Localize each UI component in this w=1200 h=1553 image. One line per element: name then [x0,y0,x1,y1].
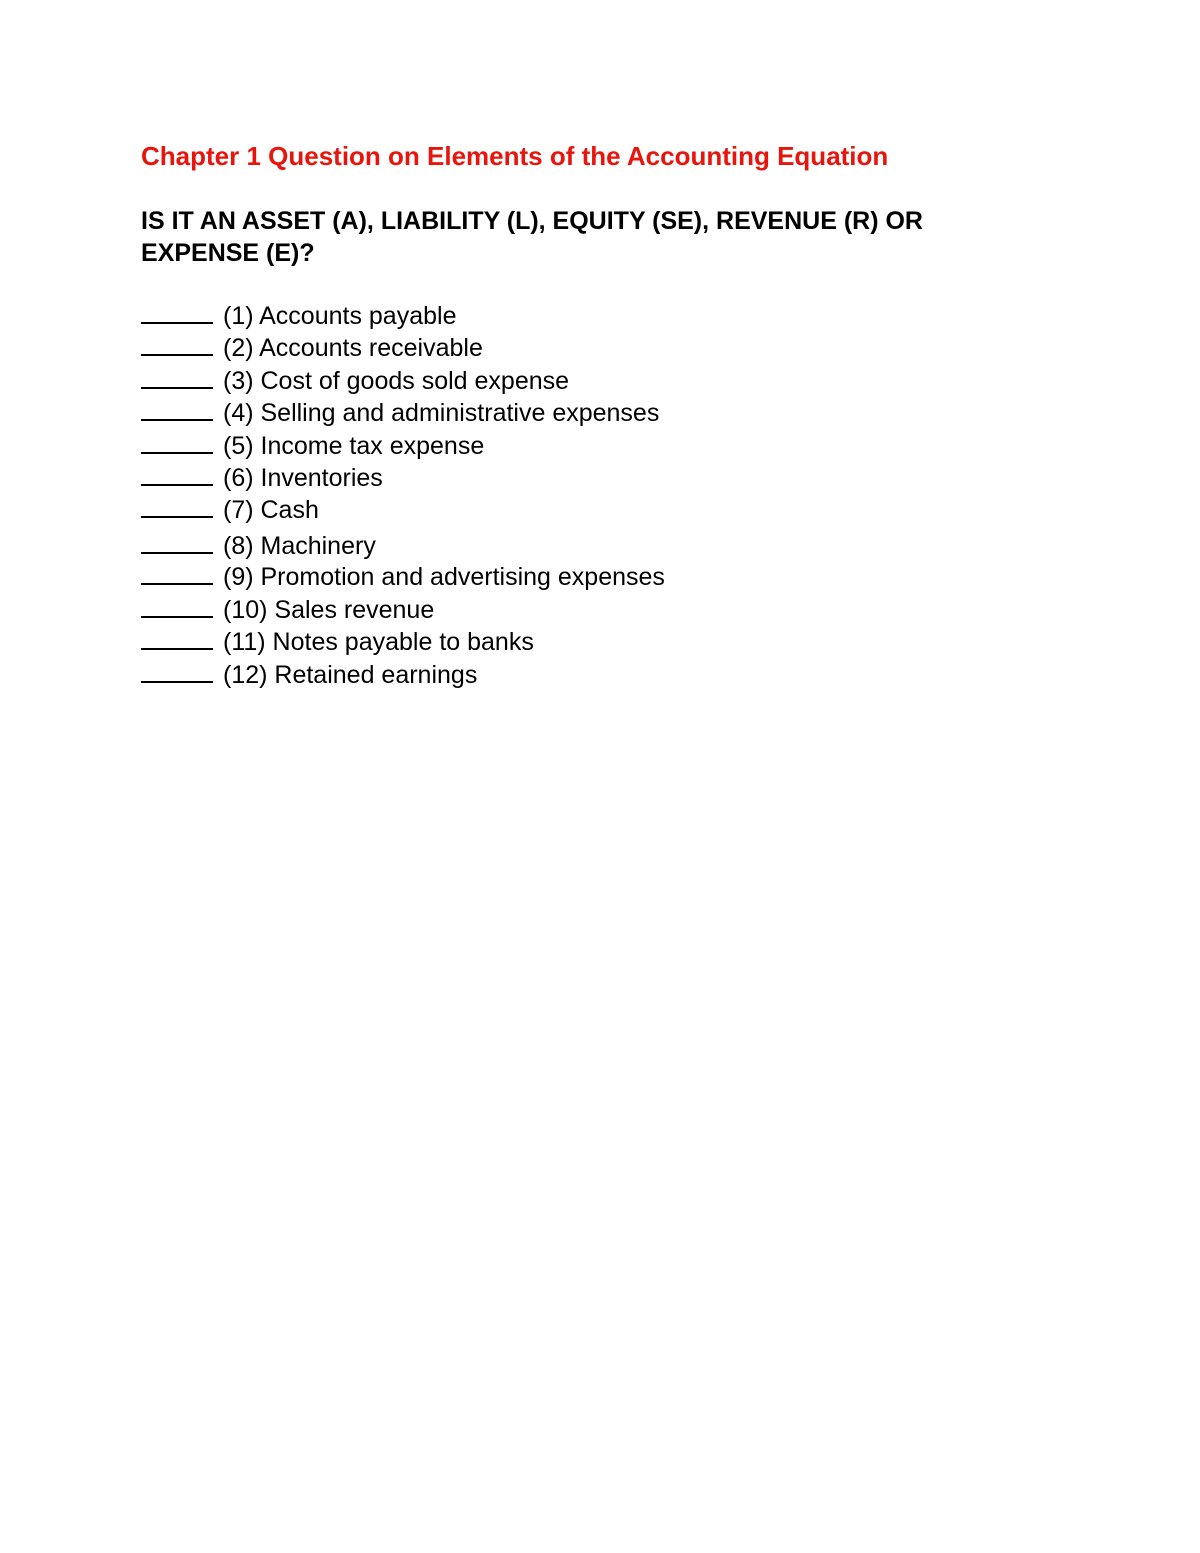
list-item [141,522,376,560]
answer-blank[interactable] [141,462,213,486]
list-item [141,332,483,364]
answer-blank[interactable] [141,594,213,618]
list-item [141,430,484,462]
item-label: (5) Income tax expense [223,432,485,460]
item-label: (2) Accounts receivable [223,334,483,362]
answer-blank[interactable] [141,522,213,554]
answer-blank[interactable] [141,494,213,518]
answer-blank[interactable] [141,300,213,324]
item-label: (11) Notes payable to banks [223,628,534,656]
answer-blank[interactable] [141,430,213,454]
list-item [141,594,434,626]
item-label: (8) Machinery [223,532,376,560]
item-label: (9) Promotion and advertising expenses [223,563,665,591]
document-title: Chapter 1 Question on Elements of the Accounting Equation [141,141,889,171]
list-item [141,659,477,691]
list-item [141,300,456,332]
answer-blank[interactable] [141,561,213,585]
list-item [141,561,665,593]
list-item [141,462,383,494]
answer-blank[interactable] [141,397,213,421]
answer-blank[interactable] [141,332,213,356]
item-label: (10) Sales revenue [223,596,435,624]
list-item [141,365,569,397]
answer-blank[interactable] [141,659,213,683]
question-prompt: IS IT AN ASSET (A), LIABILITY (L), EQUITY (SE), REVENUE (R) OR EXPENSE (E)? [141,207,923,267]
item-label: (7) Cash [223,496,319,524]
list-item [141,626,534,658]
answer-blank[interactable] [141,626,213,650]
item-label: (6) Inventories [223,464,383,492]
item-label: (3) Cost of goods sold expense [223,367,570,395]
item-label: (1) Accounts payable [223,302,457,330]
list-item [141,397,659,429]
item-label: (4) Selling and administrative expenses [223,399,660,427]
item-label: (12) Retained earnings [223,661,478,689]
answer-blank[interactable] [141,365,213,389]
